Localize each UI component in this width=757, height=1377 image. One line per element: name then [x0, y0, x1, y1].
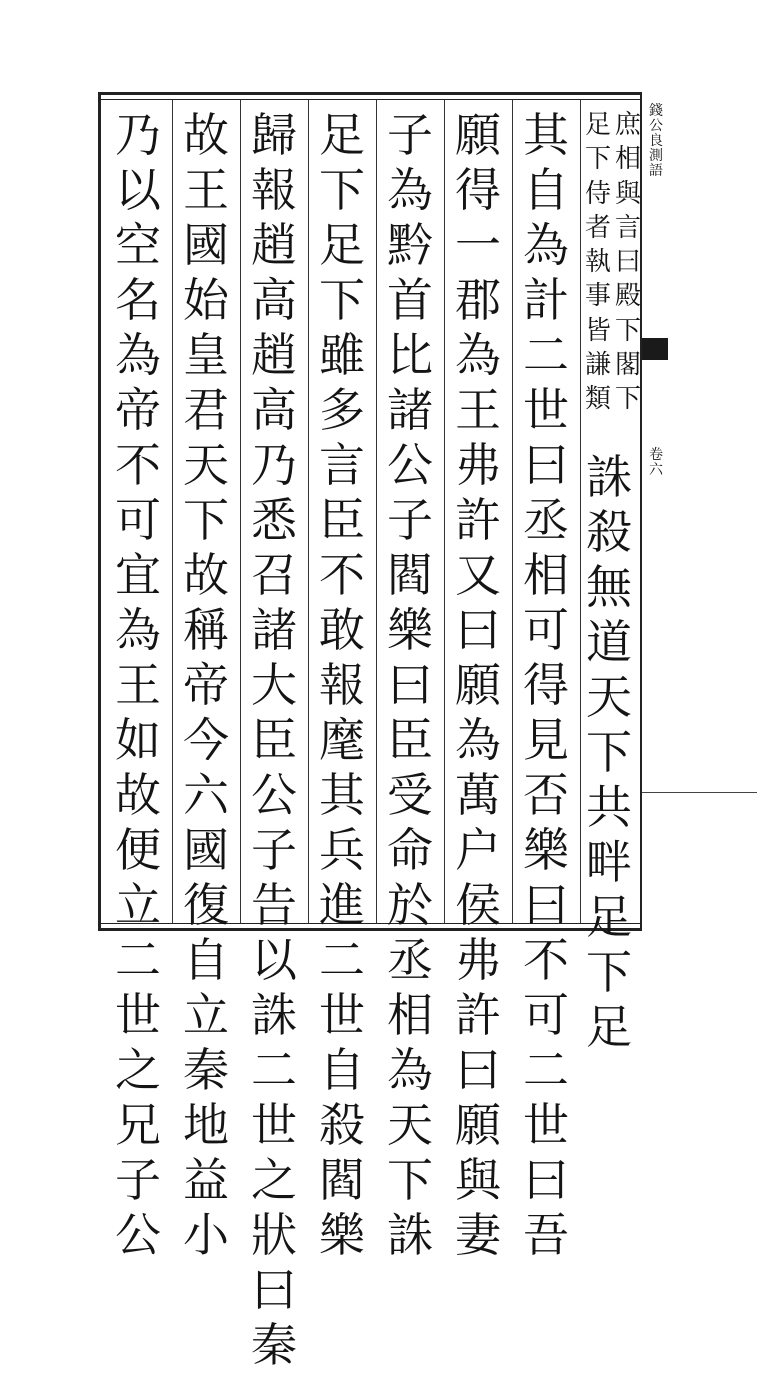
text-char: 世 [523, 1098, 569, 1152]
title-char: 公 [649, 118, 663, 134]
text-char: 臣 [387, 713, 433, 767]
text-char: 與 [455, 1153, 501, 1207]
text-char: 二 [523, 1043, 569, 1097]
text-column-8 [113, 108, 163, 1267]
text-char: 悉 [251, 493, 297, 547]
text-char: 足 [319, 108, 365, 162]
text-char: 二 [115, 933, 161, 987]
column-rule [444, 100, 445, 923]
text-char: 名 [115, 273, 161, 327]
text-char: 曰 [455, 603, 501, 657]
column-rule [512, 100, 513, 923]
text-char: 子 [387, 108, 433, 162]
text-char: 秦 [183, 1043, 229, 1097]
text-char: 乃 [251, 438, 297, 492]
text-char: 麾 [319, 713, 365, 767]
text-char: 户 [455, 823, 501, 877]
text-char: 王 [183, 163, 229, 217]
text-char: 趙 [251, 218, 297, 272]
text-char: 皇 [183, 328, 229, 382]
note-char: 謙 [584, 350, 611, 381]
text-char: 言 [319, 438, 365, 492]
text-char: 多 [319, 383, 365, 437]
text-char: 樂 [523, 823, 569, 877]
note-char: 下 [584, 144, 611, 175]
text-char: 國 [183, 823, 229, 877]
text-char: 自 [523, 163, 569, 217]
text-char: 歸 [251, 108, 297, 162]
text-char: 曰 [387, 658, 433, 712]
text-char: 高 [251, 273, 297, 327]
text-char: 樂 [387, 603, 433, 657]
text-char: 相 [387, 988, 433, 1042]
text-char: 比 [387, 328, 433, 382]
volume-char: 卷 [649, 447, 663, 463]
text-char: 許 [455, 988, 501, 1042]
note-char: 相 [614, 144, 641, 175]
text-column-1 [584, 450, 634, 1059]
text-char: 殺 [586, 505, 632, 559]
text-char: 妻 [455, 1208, 501, 1262]
column-rule [172, 100, 173, 923]
text-char: 地 [183, 1098, 229, 1152]
text-char: 丞 [387, 933, 433, 987]
text-char: 誅 [251, 988, 297, 1042]
note-char: 曰 [614, 247, 641, 278]
volume-char: 六 [649, 462, 663, 478]
text-char: 否 [523, 768, 569, 822]
note-char: 侍 [584, 178, 611, 209]
text-char: 兄 [115, 1098, 161, 1152]
text-char: 世 [319, 988, 365, 1042]
text-char: 王 [115, 658, 161, 712]
note-char: 庶 [614, 110, 641, 140]
text-char: 不 [115, 438, 161, 492]
text-char: 宜 [115, 548, 161, 602]
text-char: 誅 [586, 450, 632, 504]
text-char: 共 [586, 780, 632, 834]
text-char: 諸 [387, 383, 433, 437]
note-char: 下 [614, 384, 641, 415]
text-column-7 [181, 108, 231, 1267]
text-char: 可 [115, 493, 161, 547]
text-char: 首 [387, 273, 433, 327]
text-char: 許 [455, 493, 501, 547]
left-border [98, 92, 101, 931]
text-char: 世 [523, 383, 569, 437]
text-char: 見 [523, 713, 569, 767]
text-char: 為 [387, 1043, 433, 1097]
text-char: 公 [251, 768, 297, 822]
text-char: 自 [319, 1043, 365, 1097]
text-char: 下 [586, 945, 632, 999]
text-char: 閻 [319, 1153, 365, 1207]
text-char: 益 [183, 1153, 229, 1207]
text-char: 不 [319, 548, 365, 602]
note-char: 與 [614, 178, 641, 209]
note-char: 事 [584, 281, 611, 312]
text-char: 進 [319, 878, 365, 932]
text-char: 足 [586, 1000, 632, 1054]
text-char: 子 [387, 493, 433, 547]
text-char: 一 [455, 218, 501, 272]
text-char: 故 [183, 548, 229, 602]
text-char: 足 [586, 890, 632, 944]
text-char: 弗 [455, 438, 501, 492]
text-char: 閻 [387, 548, 433, 602]
text-char: 二 [251, 1043, 297, 1097]
column-rule [308, 100, 309, 923]
text-char: 趙 [251, 328, 297, 382]
top-border-inner [98, 99, 642, 100]
text-char: 為 [523, 218, 569, 272]
text-char: 為 [455, 328, 501, 382]
text-char: 便 [115, 823, 161, 877]
text-char: 臣 [319, 493, 365, 547]
text-char: 自 [183, 933, 229, 987]
text-char: 天 [387, 1098, 433, 1152]
text-char: 侯 [455, 878, 501, 932]
text-char: 子 [115, 1153, 161, 1207]
column-rule [580, 100, 581, 923]
text-char: 於 [387, 878, 433, 932]
text-char: 吾 [523, 1208, 569, 1262]
text-char: 願 [455, 108, 501, 162]
text-char: 二 [319, 933, 365, 987]
title-char: 錢 [649, 103, 663, 119]
text-char: 大 [251, 658, 297, 712]
text-char: 狀 [251, 1208, 297, 1262]
text-char: 天 [183, 438, 229, 492]
text-char: 不 [523, 933, 569, 987]
fishtail-mark [642, 338, 668, 360]
text-column-3 [453, 108, 503, 1267]
text-char: 受 [387, 768, 433, 822]
text-char: 小 [183, 1208, 229, 1262]
text-char: 道 [586, 615, 632, 669]
text-char: 兵 [319, 823, 365, 877]
text-char: 曰 [523, 878, 569, 932]
text-char: 諸 [251, 603, 297, 657]
note-column [583, 112, 613, 421]
text-char: 乃 [115, 108, 161, 162]
text-char: 告 [251, 878, 297, 932]
text-char: 故 [183, 108, 229, 162]
title-char: 良 [649, 133, 663, 149]
text-char: 之 [115, 1043, 161, 1097]
book-title [645, 104, 667, 179]
title-char: 測 [649, 148, 663, 164]
text-column-2 [521, 108, 571, 1267]
column-rule [240, 100, 241, 923]
text-char: 以 [251, 933, 297, 987]
note-char: 者 [584, 212, 611, 243]
text-char: 又 [455, 548, 501, 602]
text-char: 曰 [523, 1153, 569, 1207]
text-char: 天 [586, 670, 632, 724]
text-char: 下 [319, 163, 365, 217]
text-char: 召 [251, 548, 297, 602]
note-char: 類 [584, 384, 611, 415]
text-char: 故 [115, 768, 161, 822]
text-char: 其 [319, 768, 365, 822]
note-char: 閣 [614, 350, 641, 381]
text-char: 下 [183, 493, 229, 547]
text-char: 相 [523, 548, 569, 602]
text-char: 之 [251, 1153, 297, 1207]
text-char: 郡 [455, 273, 501, 327]
note-char: 下 [614, 315, 641, 346]
title-char: 語 [649, 163, 663, 179]
text-char: 萬 [455, 768, 501, 822]
column-rule [376, 100, 377, 923]
text-char: 報 [319, 658, 365, 712]
note-char: 執 [584, 247, 611, 278]
note-char: 言 [614, 212, 641, 243]
text-char: 帝 [115, 383, 161, 437]
text-char: 下 [319, 273, 365, 327]
text-char: 高 [251, 383, 297, 437]
text-char: 弗 [455, 933, 501, 987]
text-char: 立 [115, 878, 161, 932]
text-char: 秦 [251, 1318, 297, 1372]
text-char: 曰 [523, 438, 569, 492]
text-char: 子 [251, 823, 297, 877]
text-char: 為 [115, 603, 161, 657]
text-char: 誅 [387, 1208, 433, 1262]
gutter-line [642, 792, 757, 793]
text-char: 下 [387, 1153, 433, 1207]
text-char: 丞 [523, 493, 569, 547]
text-char: 帝 [183, 658, 229, 712]
text-char: 立 [183, 988, 229, 1042]
text-char: 無 [586, 560, 632, 614]
text-char: 為 [115, 328, 161, 382]
text-char: 得 [523, 658, 569, 712]
text-char: 命 [387, 823, 433, 877]
text-char: 殺 [319, 1098, 365, 1152]
text-char: 今 [183, 713, 229, 767]
note-column [613, 112, 643, 421]
text-char: 可 [523, 988, 569, 1042]
note-char: 足 [584, 110, 611, 140]
text-column-4 [385, 108, 435, 1267]
text-char: 國 [183, 218, 229, 272]
text-char: 願 [455, 658, 501, 712]
text-char: 曰 [455, 1043, 501, 1097]
volume-label [645, 448, 667, 478]
top-border-outer [98, 92, 642, 95]
text-char: 如 [115, 713, 161, 767]
text-char: 得 [455, 163, 501, 217]
text-char: 公 [387, 438, 433, 492]
text-char: 為 [387, 163, 433, 217]
text-char: 二 [523, 328, 569, 382]
text-char: 願 [455, 1098, 501, 1152]
text-char: 畔 [586, 835, 632, 889]
text-column-5 [317, 108, 367, 1267]
text-column-6 [249, 108, 299, 1377]
text-char: 雖 [319, 328, 365, 382]
text-char: 世 [251, 1098, 297, 1152]
text-char: 可 [523, 603, 569, 657]
text-char: 復 [183, 878, 229, 932]
text-char: 空 [115, 218, 161, 272]
text-char: 報 [251, 163, 297, 217]
note-char: 皆 [584, 315, 611, 346]
note-char: 殿 [614, 281, 641, 312]
text-char: 公 [115, 1208, 161, 1262]
text-char: 君 [183, 383, 229, 437]
text-char: 曰 [251, 1263, 297, 1317]
text-char: 黔 [387, 218, 433, 272]
text-char: 始 [183, 273, 229, 327]
text-char: 六 [183, 768, 229, 822]
text-char: 計 [523, 273, 569, 327]
text-char: 臣 [251, 713, 297, 767]
text-char: 稱 [183, 603, 229, 657]
text-char: 樂 [319, 1208, 365, 1262]
text-char: 為 [455, 713, 501, 767]
text-char: 下 [586, 725, 632, 779]
text-char: 其 [523, 108, 569, 162]
text-char: 世 [115, 988, 161, 1042]
text-char: 以 [115, 163, 161, 217]
text-char: 敢 [319, 603, 365, 657]
text-char: 足 [319, 218, 365, 272]
text-char: 王 [455, 383, 501, 437]
